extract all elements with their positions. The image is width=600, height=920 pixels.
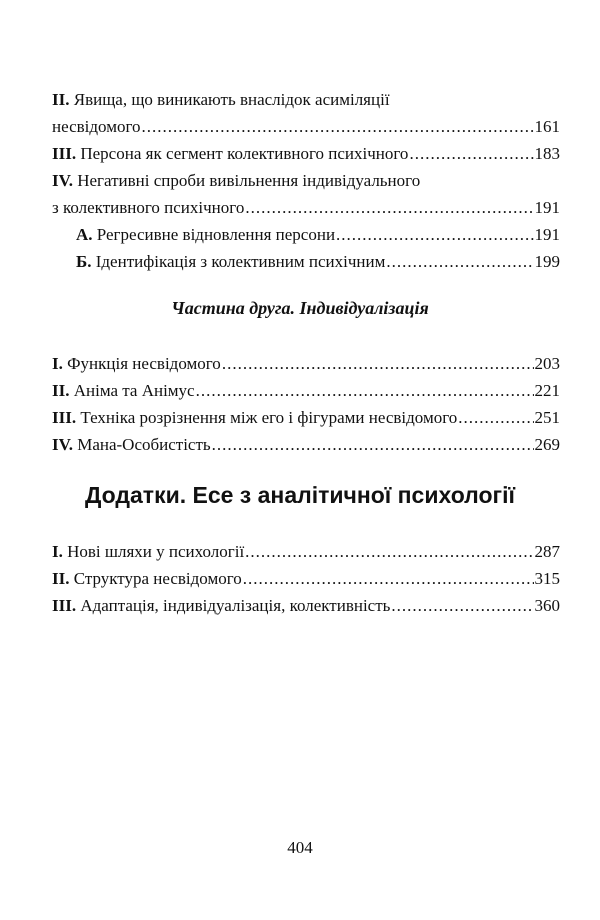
entry-title: Регресивне відновлення персони — [96, 225, 336, 244]
entry-number: II. — [52, 569, 70, 588]
dot-leader — [336, 221, 533, 248]
entry-number: Б. — [76, 252, 92, 271]
toc-entry — [52, 86, 560, 140]
entry-title-continued: з колективного психічного — [52, 198, 245, 217]
entry-title: Функція несвідомого — [67, 354, 221, 373]
dot-leader — [222, 350, 534, 377]
entry-title: Мана-Особистість — [77, 435, 211, 454]
entry-number: IV. — [52, 435, 73, 454]
dot-leader — [458, 404, 533, 431]
entry-number: I. — [52, 542, 63, 561]
page-number: 287 — [534, 542, 560, 561]
toc-part-two — [52, 350, 560, 458]
page-number: 191 — [534, 198, 560, 217]
entry-number: I. — [52, 354, 63, 373]
entry-title: Нові шляхи у психології — [67, 542, 245, 561]
entry-number: А. — [76, 225, 93, 244]
page-number: 203 — [534, 354, 560, 373]
entry-title: Техніка розрізнення між его і фігурами несвідомого — [80, 408, 458, 427]
entry-title-continued: несвідомого — [52, 117, 141, 136]
toc-entry — [52, 592, 560, 619]
page-number: 199 — [534, 252, 560, 271]
entry-title: Структура несвідомого — [73, 569, 242, 588]
dot-leader — [391, 592, 533, 619]
page-number: 221 — [534, 381, 560, 400]
toc-entry — [52, 538, 560, 565]
page-number: 269 — [534, 435, 560, 454]
dot-leader — [142, 113, 534, 140]
dot-leader — [243, 565, 534, 592]
dot-leader — [409, 140, 533, 167]
page-number: 161 — [534, 117, 560, 136]
toc-entry — [52, 565, 560, 592]
entry-number: II. — [52, 381, 70, 400]
entry-title: Адаптація, індивідуалізація, колективність — [80, 596, 391, 615]
toc-entry — [52, 377, 560, 404]
toc-subentry — [52, 248, 560, 275]
toc-entry — [52, 350, 560, 377]
entry-number: IV. — [52, 171, 73, 190]
page-number: 191 — [534, 225, 560, 244]
entry-title: Персона як сегмент колективного психічного — [80, 144, 409, 163]
entry-number: II. — [52, 90, 70, 109]
appendix-heading: Додатки. Есе з аналітичної психології — [85, 482, 515, 508]
part-two-heading: Частина друга. Індивідуалізація — [171, 298, 429, 318]
toc-subentry — [52, 221, 560, 248]
toc-entry — [52, 431, 560, 458]
entry-title: Ідентифікація з колективним психічним — [95, 252, 386, 271]
footer-page-number: 404 — [287, 838, 313, 857]
entry-title: Негативні спроби вивільнення індивідуального — [77, 171, 421, 190]
entry-number: III. — [52, 408, 77, 427]
toc-entry — [52, 167, 560, 221]
entry-title: Явища, що виникають внаслідок асиміляції — [73, 90, 390, 109]
entry-title: Аніма та Анімус — [73, 381, 195, 400]
dot-leader — [245, 538, 533, 565]
entry-number: III. — [52, 596, 77, 615]
dot-leader — [386, 248, 533, 275]
entry-number: III. — [52, 144, 77, 163]
page-number: 251 — [534, 408, 560, 427]
dot-leader — [245, 194, 533, 221]
page-number: 183 — [534, 144, 560, 163]
dot-leader — [212, 431, 534, 458]
toc-entry — [52, 404, 560, 431]
dot-leader — [196, 377, 534, 404]
toc-appendix — [52, 538, 560, 619]
toc-part-one-continued — [52, 86, 560, 275]
page-number: 360 — [534, 596, 560, 615]
page-number: 315 — [534, 569, 560, 588]
toc-entry — [52, 140, 560, 167]
